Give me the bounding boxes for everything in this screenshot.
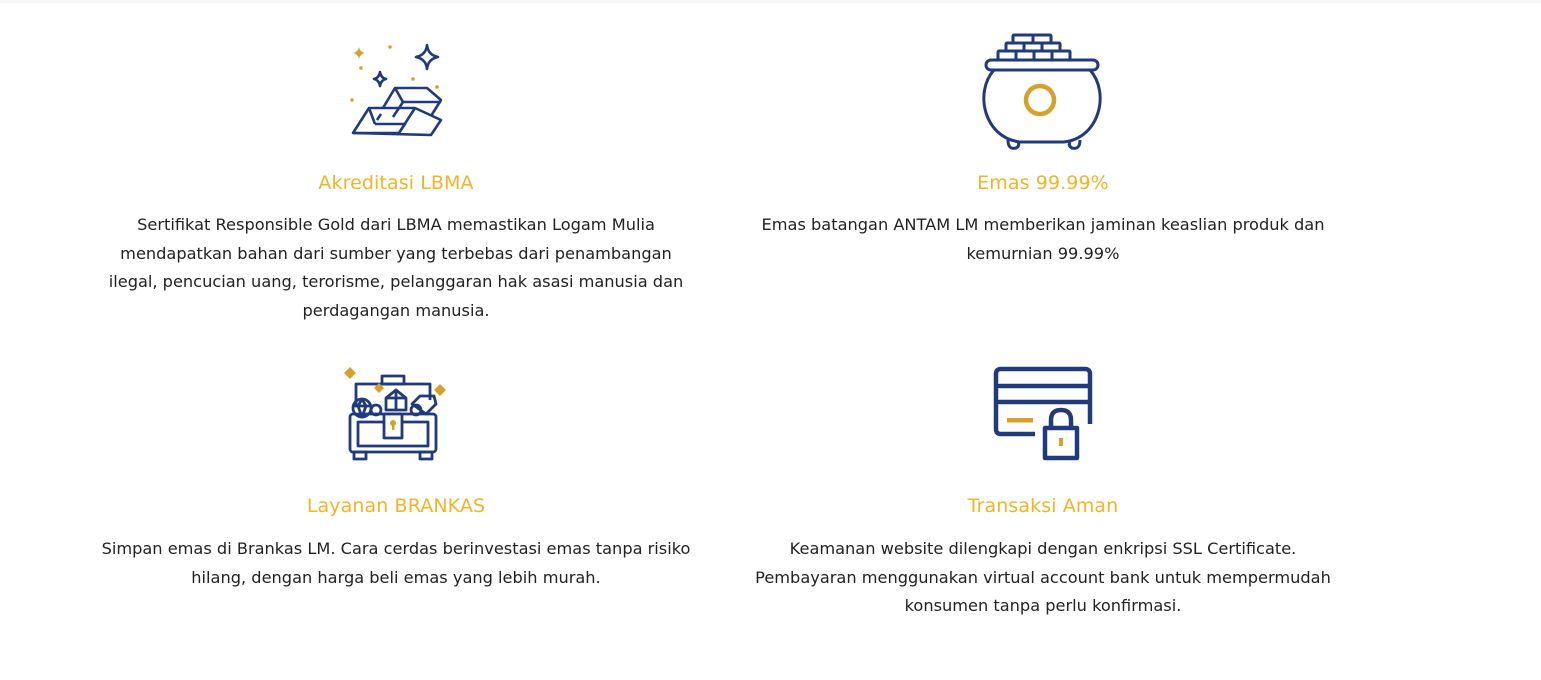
card-lock-icon xyxy=(993,366,1093,462)
feature-title: Transaksi Aman xyxy=(967,495,1119,517)
feature-description: Emas batangan ANTAM LM memberikan jaminan keaslian produk dan kemurnian 99.99% xyxy=(761,215,1325,263)
gold-pot-icon xyxy=(980,30,1108,152)
feature-description: Sertifikat Responsible Gold dari LBMA memastikan Logam Mulia mendapatkan bahan dari sumber yang terbebas dari penambangan ilegal, pencucian uang, terorisme, pelanggaran hak asasi manusia dan perdagangan manusia. xyxy=(108,215,684,320)
feature-description: Simpan emas di Brankas LM. Cara cerdas berinvestasi emas tanpa risiko hilang, dengan harga beli emas yang lebih murah. xyxy=(101,539,691,587)
feature-title: Layanan BRANKAS xyxy=(306,495,486,517)
feature-title: Emas 99.99% xyxy=(977,172,1109,194)
top-divider xyxy=(0,0,1541,3)
gold-bars-sparkle-icon xyxy=(345,40,445,140)
feature-description: Keamanan website dilengkapi dengan enkripsi SSL Certificate. Pembayaran menggunakan virtual account bank untuk mempermudah konsumen tanpa perlu konfirmasi. xyxy=(755,539,1331,615)
treasure-chest-icon xyxy=(340,364,452,464)
feature-title: Akreditasi LBMA xyxy=(318,172,474,194)
